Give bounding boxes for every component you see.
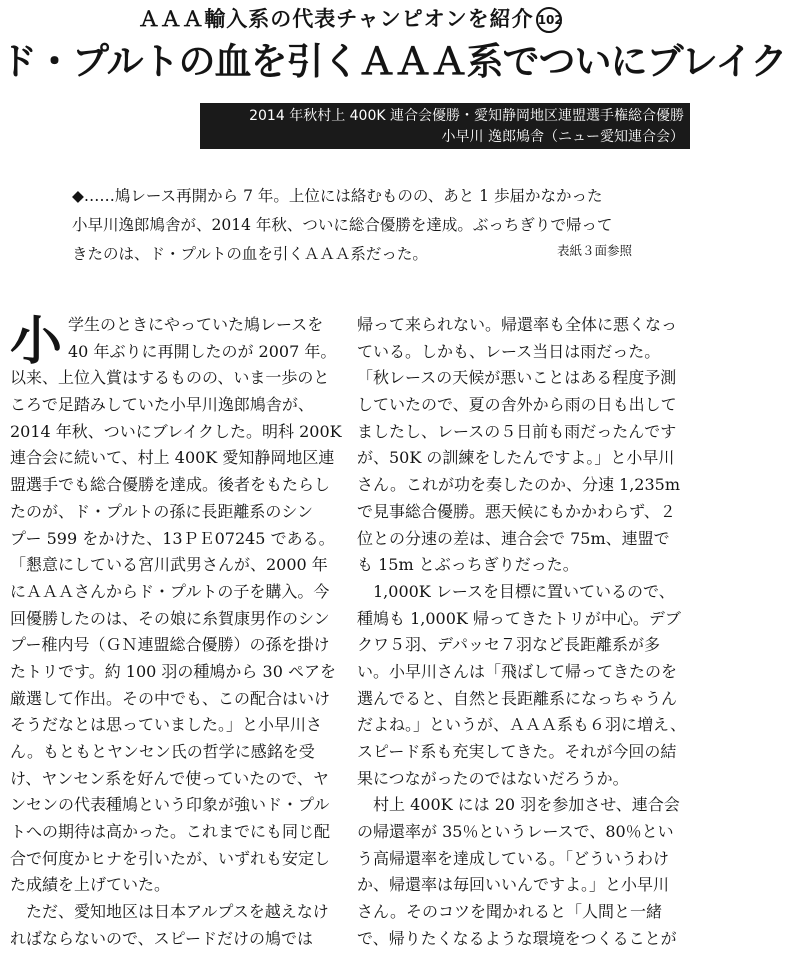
body-text-line: ん。もともとヤンセン氏の哲学に感銘を受 (10, 742, 315, 761)
body-text-line: 帰って来られない。帰還率も全体に悪くなっ (357, 315, 678, 334)
lead-line: 小早川逸郎鳩舎が、2014 年秋、ついに総合優勝を達成。ぶっちぎりで帰って (72, 216, 613, 234)
body-text-line: 以来、上位入賞はするものの、いま一歩のと (10, 368, 330, 388)
body-text-line: け、ヤンセン系を好んで使っていたので、ヤ (10, 768, 329, 788)
body-text-line: トへの期待は高かった。これまでにも同じ配 (10, 822, 331, 842)
body-text-line: ただ、愛知地区は日本アルプスを越えなけ (10, 902, 329, 922)
headline: ド・プルトの血を引くＡＡＡ系でついにブレイク (0, 40, 786, 83)
body-text-line: 盟選手でも総合優勝を達成。後者をもたらし (10, 475, 331, 495)
body-text-line: クワ５羽、デパッセ７羽など長距離系が多 (357, 635, 661, 655)
lead-paragraph (72, 182, 632, 269)
drop-cap: 小 (10, 311, 63, 372)
body-text-line: たのが、ド・プルトの孫に長距離系のシン (10, 501, 313, 521)
body-text-line: さん。そのコツを聞かれると「人間と一緒 (357, 902, 662, 922)
series-number-badge: 102 (536, 7, 562, 33)
body-text-line: 学生のときにやっていた鳩レースを (68, 315, 324, 334)
series-kicker (0, 6, 700, 33)
body-text-line: 2014 年秋、ついにブレイクした。明科 200K (10, 421, 342, 441)
body-text-line: 回優勝したのは、その娘に糸賀康男作のシン (10, 608, 330, 628)
body-text-line: も 15m とぶっちぎりだった。 (357, 555, 579, 575)
body-text-line: で見事総合優勝。悪天候にもかかわらず、２ (357, 501, 676, 521)
body-text-line: か、帰還率は毎回いいんですよ。」と小早川 (357, 875, 670, 895)
body-text-line: ころで足踏みしていた小早川逸郎鳩舎が、 (10, 395, 314, 415)
body-text-line: さん。これが功を奏したのか、分速 1,235m (357, 475, 681, 495)
body-text-line: だよね。」というが、ＡＡＡ系も６羽に増え、 (357, 715, 686, 735)
body-text-line: 種鳩も 1,000K 帰ってきたトリが中心。デブ (357, 608, 681, 628)
body-text-line: 位との分速の差は、連合会で 75m、連盟で (357, 528, 670, 548)
body-text-line: の帰還率が 35％というレースで、80％とい (357, 822, 674, 842)
body-text-line: が、50K の訓練をしたんですよ。」と小早川 (357, 448, 675, 468)
body-text-line: う高帰還率を達成している。「どういうわけ (357, 848, 670, 868)
body-text-line: 40 年ぶりに再開したのが 2007 年。 (68, 341, 337, 361)
lead-line: きたのは、ド・プルトの血を引くＡＡＡ系だった。 (72, 245, 428, 263)
body-text-line: た成績を上げていた。 (10, 875, 171, 895)
body-column-left (10, 312, 340, 953)
result-banner (200, 103, 690, 149)
kicker-text: ＡＡＡ輸入系の代表チャンピオンを紹介 (138, 7, 534, 31)
body-text-line: ている。しかも、レース当日は雨だった。 (357, 341, 661, 361)
body-text-line: そうだなとは思っていました。」と小早川さ (10, 715, 323, 735)
cover-reference: 表紙３面参照 (556, 243, 632, 258)
body-text-line: たトリです。約 100 羽の種鳩から 30 ペアを (10, 661, 336, 681)
body-text-line: プー稚内号（ＧＮ連盟総合優勝）の孫を掛け (10, 635, 330, 655)
banner-line-2: 小早川 逸郎鳩舎（ニュー愛知連合会） (441, 129, 684, 145)
body-text-line: ましたし、レースの５日前も雨だったんです (357, 421, 677, 441)
body-text-line: い。小早川さんは「飛ばして帰ってきたのを (357, 661, 678, 681)
body-text-line: 村上 400K には 20 羽を参加させ、連合会 (357, 795, 680, 815)
body-text-line: 「懇意にしている宮川武男さんが、2000 年 (10, 555, 328, 575)
body-text-line: ンセンの代表種鳩という印象が強いド・プル (10, 795, 330, 815)
lead-line: ◆……鳩レース再開から 7 年。上位には絡むものの、あと 1 歩届かなかった (72, 187, 603, 205)
body-text-line: スピード系も充実してきた。それが今回の結 (357, 742, 677, 761)
body-text-line: 1,000K レースを目標に置いているので、 (357, 581, 675, 601)
body-text-line: ればならないので、スピードだけの鳩では (10, 928, 314, 948)
body-text-line: 合で何度かヒナを引いたが、いずれも安定し (10, 848, 331, 868)
body-text-line: 果につながったのではないだろうか。 (357, 768, 629, 788)
banner-line-1: 2014 年秋村上 400K 連合会優勝・愛知静岡地区連盟選手権総合優勝 (249, 108, 684, 124)
body-text-line: 厳選して作出。その中でも、この配合はいけ (10, 688, 331, 708)
body-text-line: で、帰りたくなるような環境をつくることが (357, 928, 677, 948)
body-text-line: プー 599 をかけた、13ＰＥ07245 である。 (10, 528, 335, 548)
body-text-line: していたので、夏の舎外から雨の日も出して (357, 395, 677, 415)
body-text-line: 「秋レースの天候が悪いことはある程度予測 (357, 368, 677, 388)
body-text-line: 連合会に続いて、村上 400K 愛知静岡地区連 (10, 448, 335, 468)
body-text-line: 選んでると、自然と長距離系になっちゃうん (357, 688, 678, 708)
body-column-right (357, 312, 687, 953)
body-text-line: にＡＡＡさんからド・プルトの子を購入。今 (10, 581, 330, 601)
